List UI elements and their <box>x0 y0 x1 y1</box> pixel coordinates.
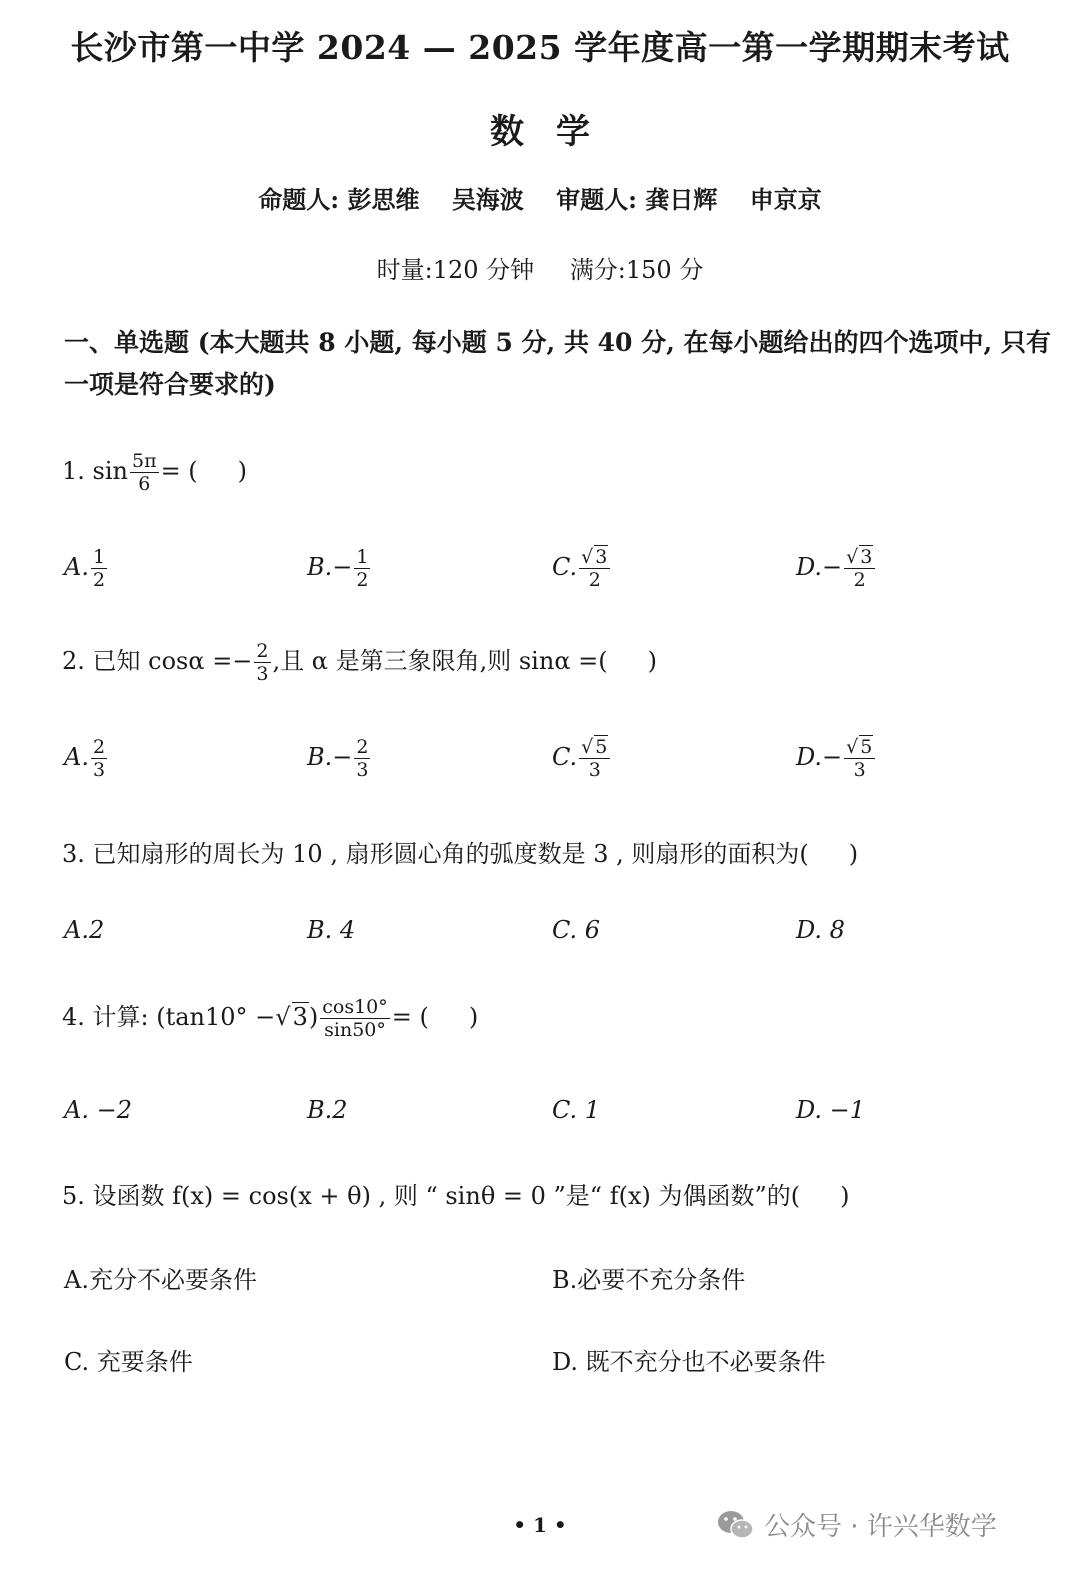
author-1: 命题人: 彭思维 <box>258 185 420 214</box>
q1-b-sign: − <box>332 553 353 581</box>
q2-frac-num: 2 <box>256 640 269 662</box>
q3-option-b: B. 4 <box>307 916 356 944</box>
q2-a-label: A. <box>64 743 89 771</box>
q1-d-label: D. <box>796 553 823 581</box>
timing-line <box>0 250 1080 285</box>
q2-option-a <box>64 736 109 781</box>
q1-prefix: 1. sin <box>62 457 128 485</box>
q1-a-label: A. <box>64 553 89 581</box>
q4-root: √ <box>275 1003 291 1031</box>
q1-a-den: 2 <box>92 569 106 591</box>
subject-char-2: 学 <box>556 112 590 152</box>
q2-d-den: 3 <box>853 759 866 781</box>
exam-title: 长沙市第一中学 2024 — 2025 学年度高一第一学期期末考试 <box>70 28 1010 67</box>
q2-d-root: √ <box>846 736 859 758</box>
q1-a-fraction <box>91 546 107 591</box>
subject-title <box>0 104 1080 153</box>
q4-option-a: A. −2 <box>64 1096 132 1124</box>
q4-prefix: 4. 计算: (tan10° − <box>62 1003 276 1031</box>
q1-d-fraction <box>844 546 875 591</box>
q1-c-fraction <box>579 546 610 591</box>
q2-d-sign: − <box>822 743 843 771</box>
q3-option-c: C. 6 <box>552 916 601 944</box>
q4-frac-num: cos10° <box>322 996 388 1018</box>
q4-mid: ) <box>308 1003 319 1031</box>
q3-close: ) <box>848 840 859 868</box>
q1-c-rad: 3 <box>595 546 608 568</box>
q1-frac-num: 5π <box>131 450 157 472</box>
q1-c-root: √ <box>581 546 594 568</box>
q5-option-a: A.充分不必要条件 <box>64 1266 257 1294</box>
q1-option-a <box>64 546 109 591</box>
q2-c-root: √ <box>581 736 594 758</box>
q2-a-den: 3 <box>92 759 106 781</box>
q2-option-d <box>796 736 877 781</box>
question-4 <box>62 996 478 1041</box>
q1-close: ) <box>237 457 248 485</box>
subject-char-1: 数 <box>490 112 524 152</box>
q4-frac-den: sin50° <box>324 1019 386 1041</box>
q3-option-a: A.2 <box>64 916 105 944</box>
q4-option-d: D. −1 <box>796 1096 866 1124</box>
q2-d-rad: 5 <box>860 736 873 758</box>
q2-fraction <box>254 640 270 685</box>
q1-b-den: 2 <box>356 569 369 591</box>
q2-c-den: 3 <box>588 759 601 781</box>
q1-option-b <box>307 546 372 591</box>
q2-d-num <box>844 736 875 759</box>
q2-a-fraction <box>91 736 107 781</box>
q4-option-b: B.2 <box>307 1096 348 1124</box>
q1-d-sign: − <box>822 553 843 581</box>
q5-option-d: D. 既不充分也不必要条件 <box>552 1348 826 1376</box>
exam-duration: 时量:120 分钟 <box>376 256 535 284</box>
q2-c-label: C. <box>552 743 578 771</box>
wechat-icon <box>716 1508 756 1542</box>
q2-b-sign: − <box>332 743 353 771</box>
q5-close: ) <box>840 1182 850 1210</box>
q1-option-c <box>552 546 612 591</box>
q2-b-den: 3 <box>356 759 369 781</box>
q4-option-c: C. 1 <box>552 1096 601 1124</box>
q2-close: ) <box>647 647 657 675</box>
q1-option-d <box>796 546 877 591</box>
question-3 <box>62 834 858 869</box>
q1-frac-den: 6 <box>138 473 151 495</box>
q2-d-fraction <box>844 736 875 781</box>
q5-option-b: B.必要不充分条件 <box>552 1266 746 1294</box>
q4-fraction <box>320 996 390 1041</box>
author-2: 吴海波 <box>451 185 524 214</box>
q1-fraction <box>130 450 159 495</box>
q2-a-num: 2 <box>92 736 106 758</box>
q1-b-label: B. <box>307 553 333 581</box>
q4-rad: 3 <box>292 1003 308 1031</box>
q2-suffix: ,且 α 是第三象限角,则 sinα =( <box>272 647 608 675</box>
q4-suffix: = ( <box>391 1003 429 1031</box>
q3-text: 3. 已知扇形的周长为 10 , 扇形圆心角的弧度数是 3 , 则扇形的面积为( <box>62 840 809 868</box>
q2-d-label: D. <box>796 743 823 771</box>
q2-b-fraction <box>354 736 370 781</box>
q1-c-num <box>579 546 610 569</box>
q5-option-c: C. 充要条件 <box>64 1348 193 1376</box>
q1-b-fraction <box>354 546 370 591</box>
q1-d-rad: 3 <box>860 546 873 568</box>
q2-frac-den: 3 <box>256 663 269 685</box>
watermark-text: 公众号 · 许兴华数学 <box>764 1512 997 1542</box>
q1-c-label: C. <box>552 553 578 581</box>
reviewer-1: 审题人: 龚日辉 <box>556 185 718 214</box>
q2-b-label: B. <box>307 743 333 771</box>
authors-line <box>0 180 1080 215</box>
question-1 <box>62 450 247 495</box>
q1-d-den: 2 <box>853 569 866 591</box>
q2-prefix: 2. 已知 cosα =− <box>62 647 253 675</box>
q1-suffix: = ( <box>160 457 198 485</box>
question-5 <box>62 1176 849 1211</box>
q2-option-b <box>307 736 372 781</box>
q2-c-fraction <box>579 736 610 781</box>
q4-close: ) <box>468 1003 479 1031</box>
q2-b-num: 2 <box>356 736 369 758</box>
q2-c-rad: 5 <box>595 736 608 758</box>
reviewer-2: 申京京 <box>749 185 822 214</box>
q1-c-den: 2 <box>588 569 601 591</box>
q1-d-num <box>844 546 875 569</box>
q2-option-c <box>552 736 612 781</box>
full-score: 满分:150 分 <box>569 256 704 284</box>
section-heading: 一、单选题 (本大题共 8 小题, 每小题 5 分, 共 40 分, 在每小题给出的四个选项中, 只有一项是符合要求的) <box>64 328 1051 399</box>
page-number: • 1 • <box>513 1513 567 1537</box>
watermark <box>716 1506 997 1543</box>
q1-d-root: √ <box>846 546 859 568</box>
q1-a-num: 1 <box>92 546 106 568</box>
question-2 <box>62 640 657 685</box>
q2-c-num <box>579 736 610 759</box>
q5-text: 5. 设函数 f(x) = cos(x + θ) , 则 “ sinθ = 0 ”是“ f(x) 为偶函数”的( <box>62 1182 801 1210</box>
q3-option-d: D. 8 <box>796 916 845 944</box>
q1-b-num: 1 <box>356 546 369 568</box>
